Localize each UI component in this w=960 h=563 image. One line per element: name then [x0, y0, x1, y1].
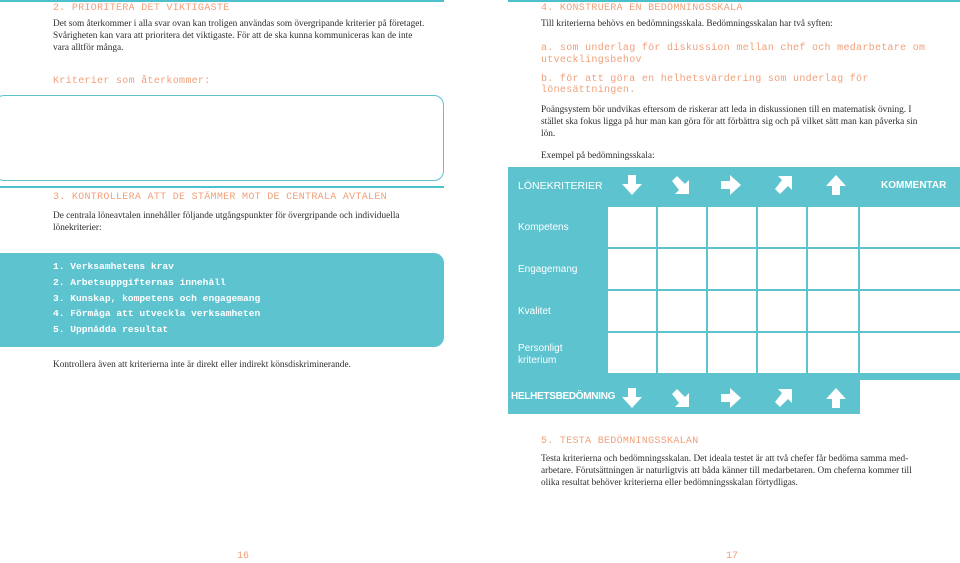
criteria-input-box[interactable] [0, 95, 444, 181]
grid-cell[interactable] [860, 333, 960, 373]
grid-cell[interactable] [860, 291, 960, 331]
section-5-text-3: olika resultat behöver kriterierna eller bedömningsskalan förtydligas. [541, 478, 798, 488]
purpose-a-line-1: a. som underlag för diskussion mellan chef och medarbetare om [541, 43, 926, 54]
divider-bar-left [0, 186, 444, 188]
arrow-up-right-icon [772, 386, 796, 410]
grid-cell[interactable] [658, 249, 706, 289]
section-2-text-1: Det som återkommer i alla svar ovan kan troligen användas som övergripande kriterier på företaget. [53, 19, 425, 29]
page-number-right: 17 [726, 551, 739, 562]
grid-cell[interactable] [658, 207, 706, 247]
section-5-text-2: arbetare. Förutsättningen är naturligtvis att båda känner till medarbetaren. Om cheferna kommer till [541, 466, 912, 476]
list-item: 5. Uppnådda resultat [53, 324, 169, 336]
grid-cell[interactable] [608, 249, 656, 289]
grid-cell[interactable] [608, 207, 656, 247]
section-2-heading: 2. PRIORITERA DET VIKTIGASTE [53, 3, 230, 14]
arrow-right-icon [719, 173, 743, 197]
section-4-text-3: lön. [541, 129, 556, 139]
page-number-left: 16 [237, 551, 250, 562]
row-label-engagemang: Engagemang [518, 264, 578, 275]
section-4-text-2: stället ska fokus ligga på hur man kan göra för att förbättra sig och på vilket sätt man kan påverka sin [541, 117, 918, 127]
arrow-up-right-icon [772, 173, 796, 197]
grid-cell[interactable] [708, 291, 756, 331]
section-3-text-1: De centrala löneavtalen innehåller följande utgångspunkter för övergripande och individuella [53, 211, 400, 221]
arrow-down-icon [620, 173, 644, 197]
section-2-text-3: vara alltför många. [53, 43, 124, 53]
grid-cell[interactable] [658, 333, 706, 373]
grid-footer-overall: HELHETSBEDÖMNING [511, 391, 616, 402]
grid-cell[interactable] [808, 207, 858, 247]
section-4-intro: Till kriterierna behövs en bedömningsskala. Bedömningsskalan har två syften: [541, 19, 833, 29]
arrow-right-icon [719, 386, 743, 410]
grid-cell[interactable] [758, 291, 806, 331]
section-3-footer: Kontrollera även att kriterierna inte är direkt eller indirekt könsdiskriminerande. [53, 360, 351, 370]
top-bar-left [0, 0, 444, 2]
grid-cell[interactable] [860, 249, 960, 289]
grid-cell[interactable] [608, 291, 656, 331]
criteria-label: Kriterier som återkommer: [53, 76, 211, 87]
grid-cell[interactable] [708, 249, 756, 289]
section-2-text-2: Svårigheten kan vara att prioritera det viktigaste. För att de ska kunna kommuniceras kan de inte [53, 31, 413, 41]
purpose-b: b. för att göra en helhetsvärdering som underlag för lönesättningen. [541, 74, 869, 96]
list-item: 4. Förmåga att utveckla verksamheten [53, 308, 261, 320]
section-4-text-1: Poängsystem bör undvikas eftersom de riskerar att leda in diskussionen till en matematisk övning. I [541, 105, 912, 115]
grid-cell[interactable] [758, 249, 806, 289]
section-3-text-2: lönekriterier: [53, 223, 102, 233]
list-item: 3. Kunskap, kompetens och engagemang [53, 292, 261, 304]
grid-cell[interactable] [608, 333, 656, 373]
section-3-heading: 3. KONTROLLERA ATT DE STÄMMER MOT DE CENTRALA AVTALEN [53, 192, 387, 203]
assessment-scale-grid [508, 167, 960, 414]
arrow-down-right-icon [669, 173, 693, 197]
grid-cell[interactable] [808, 291, 858, 331]
criteria-list-panel [0, 253, 444, 347]
grid-cell[interactable] [708, 207, 756, 247]
top-bar-right [508, 0, 960, 2]
grid-cell[interactable] [860, 207, 960, 247]
row-label-kompetens: Kompetens [518, 222, 569, 233]
row-label-kvalitet: Kvalitet [518, 306, 551, 317]
list-item: 1. Verksamhetens krav [53, 261, 174, 272]
grid-cell[interactable] [708, 333, 756, 373]
grid-cell[interactable] [808, 333, 858, 373]
row-label-personligt: Personligt [518, 343, 563, 354]
arrow-down-right-icon [669, 386, 693, 410]
grid-cell[interactable] [658, 291, 706, 331]
grid-cell[interactable] [758, 333, 806, 373]
grid-header-criteria: LÖNEKRITERIER [518, 180, 603, 192]
scale-example-label: Exempel på bedömningsskala: [541, 151, 655, 161]
arrow-down-icon [620, 386, 644, 410]
grid-cell[interactable] [758, 207, 806, 247]
section-5-heading: 5. TESTA BEDÖMNINGSSKALAN [541, 436, 699, 447]
purpose-a-line-2: utvecklingsbehov [541, 55, 642, 66]
grid-header-comment: KOMMENTAR [881, 180, 947, 191]
list-item: 2. Arbetsuppgifternas innehåll [53, 276, 226, 288]
grid-cell[interactable] [808, 249, 858, 289]
arrow-up-icon [824, 386, 848, 410]
section-5-text-1: Testa kriterierna och bedömningsskalan. Det ideala testet är att två chefer får bedöma samma med- [541, 454, 909, 464]
arrow-up-icon [824, 173, 848, 197]
section-4-heading: 4. KONSTRUERA EN BEDÖMNINGSSKALA [541, 3, 743, 14]
overall-comment-cell[interactable] [860, 380, 960, 414]
row-label-kriterium: kriterium [518, 355, 557, 366]
